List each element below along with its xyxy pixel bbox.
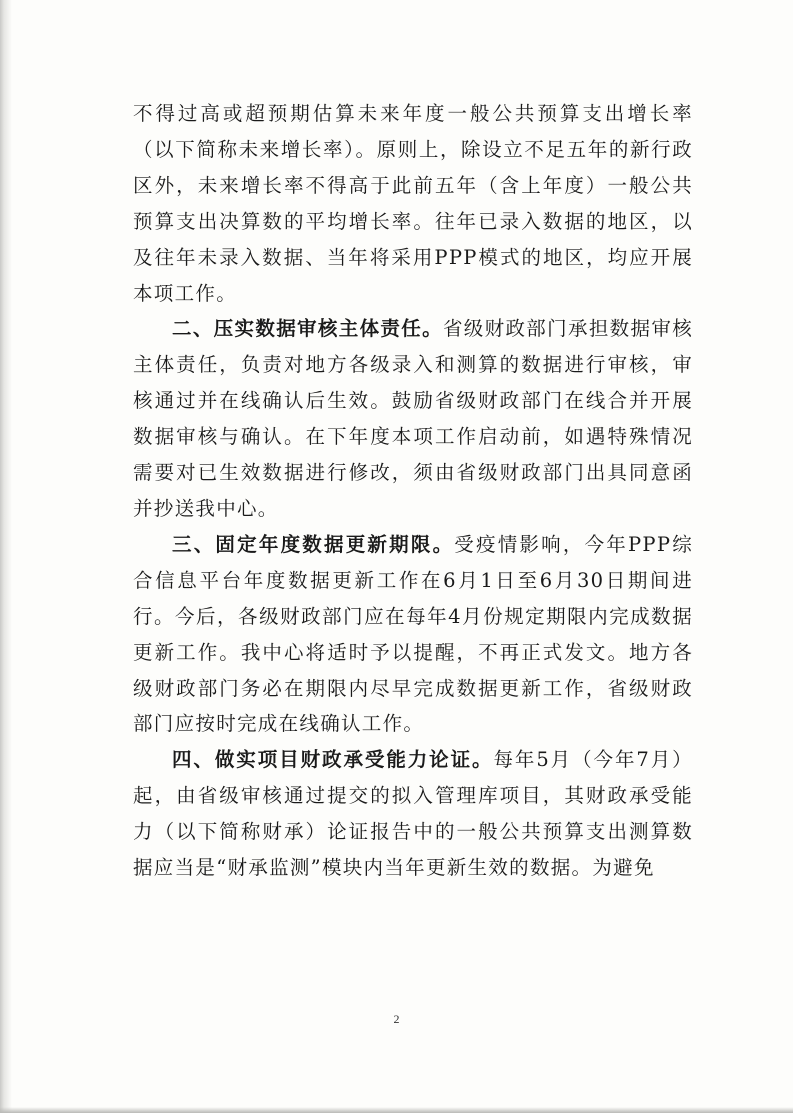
paragraph-section-2 <box>133 311 693 526</box>
paragraph-section-4 <box>133 742 693 886</box>
paragraph-text: 每年5月（今年7月）起，由省级审核通过提交的拟入管理库项目，其财政承受能力（以下简称财承）论证报告中的一般公共预算支出测算数据应当是“财承监测”模块内当年更新生效的数据。为避免 <box>133 748 693 880</box>
document-body <box>133 96 693 886</box>
paragraph-text: 不得过高或超预期估算未来年度一般公共预算支出增长率（以下简称未来增长率）。原则上，除设立不足五年的新行政区外，未来增长率不得高于此前五年（含上年度）一般公共预算支出决算数的平均增长率。往年已录入数据的地区，以及往年未录入数据、当年将采用PPP模式的地区，均应开展本项工作。 <box>133 102 693 305</box>
section-heading: 四、做实项目财政承受能力论证。 <box>172 748 494 772</box>
paragraph-continuation <box>133 96 693 311</box>
scan-edge-shadow <box>0 0 12 1113</box>
page-number: 2 <box>393 1012 400 1026</box>
paragraph-text: 受疫情影响，今年PPP综合信息平台年度数据更新工作在6月1日至6月30日期间进行。今后，各级财政部门应在每年4月份规定期限内完成数据更新工作。我中心将适时予以提醒，不再正式发文。地方各级财政部门务必在期限内尽早完成数据更新工作，省级财政部门应按时完成在线确认工作。 <box>133 532 693 736</box>
paragraph-text: 省级财政部门承担数据审核主体责任，负责对地方各级录入和测算的数据进行审核，审核通过并在线确认后生效。鼓励省级财政部门在线合并开展数据审核与确认。在下年度本项工作启动前，如遇特殊情况需要对已生效数据进行修改，须由省级财政部门出具同意函并抄送我中心。 <box>133 317 693 520</box>
scan-edge-bottom <box>0 1107 793 1113</box>
section-heading: 二、压实数据审核主体责任。 <box>172 317 443 341</box>
paragraph-section-3 <box>133 527 693 742</box>
section-heading: 三、固定年度数据更新期限。 <box>172 532 455 556</box>
